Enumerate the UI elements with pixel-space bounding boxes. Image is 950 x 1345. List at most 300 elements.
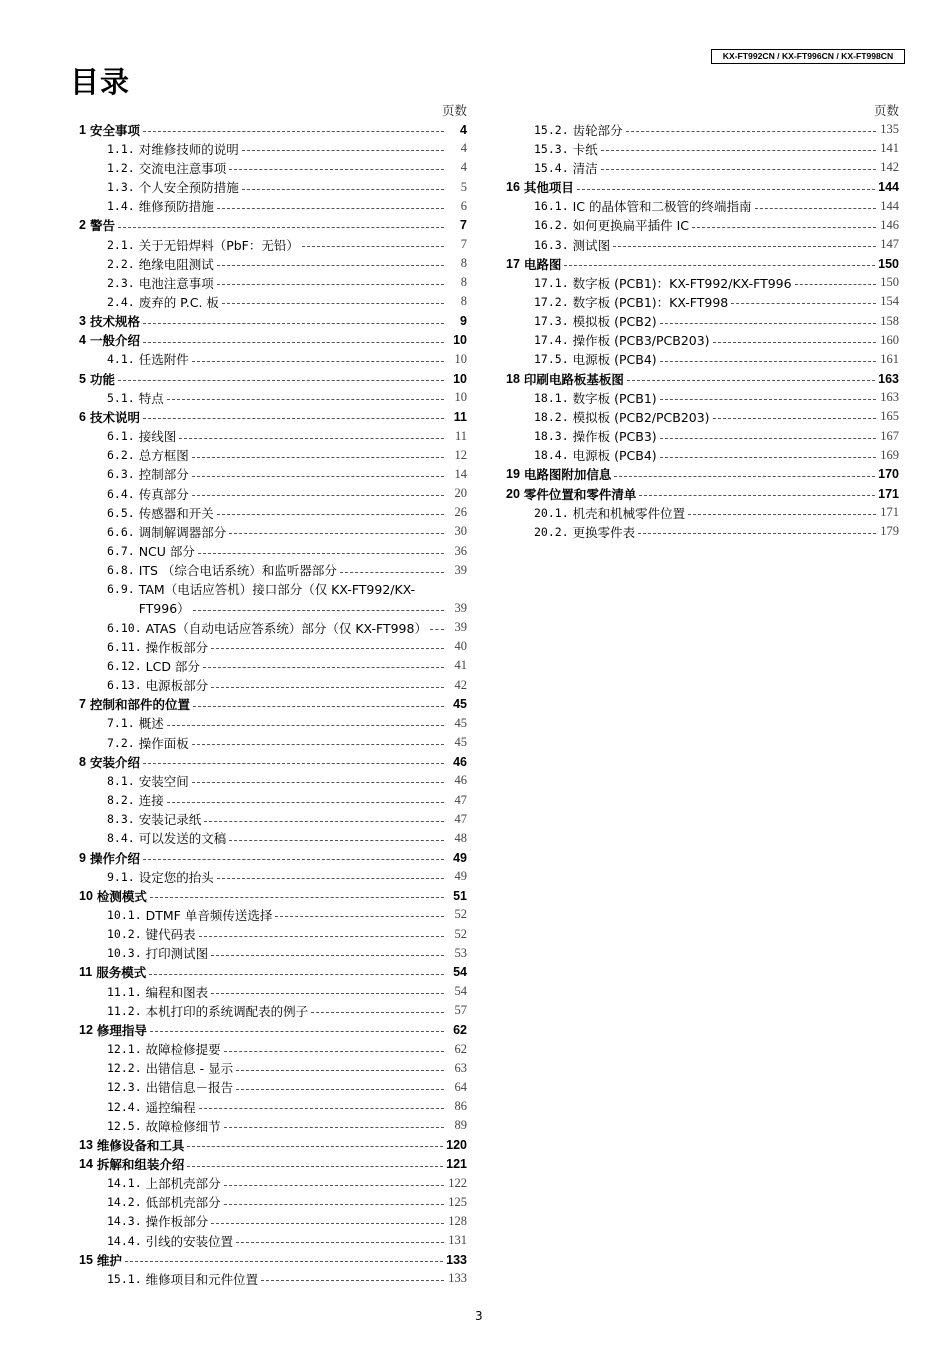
toc-section-entry[interactable]: [79, 1154, 467, 1173]
toc-entry-number: 5: [79, 371, 86, 386]
dot-leader: [430, 629, 444, 630]
toc-subsection-entry[interactable]: [79, 197, 467, 216]
toc-entry-number: 20.2.: [534, 524, 569, 539]
toc-entry-page: 52: [454, 926, 467, 941]
toc-entry-number: 6.4.: [107, 486, 135, 501]
toc-entry-number: 17.1.: [534, 275, 569, 290]
toc-entry-page: 179: [880, 524, 899, 539]
page-title: 目录: [70, 65, 131, 99]
toc-entry-number: 17.3.: [534, 314, 569, 329]
toc-subsection-entry[interactable]: [506, 216, 899, 235]
toc-entry-label: 上部机壳部分: [145, 1176, 221, 1192]
toc-subsection-entry[interactable]: [506, 120, 899, 139]
toc-subsection-entry[interactable]: [79, 541, 467, 560]
toc-entry-number: 12: [79, 1022, 93, 1037]
toc-entry-page: 45: [454, 715, 467, 730]
dot-leader: [211, 993, 444, 994]
toc-subsection-entry[interactable]: [79, 1174, 467, 1193]
toc-entry-page: 125: [448, 1194, 467, 1209]
toc-entry-label: 数字板 (PCB1)：KX-FT992/KX-FT996: [572, 275, 792, 291]
toc-entry-label: 模拟板 (PCB2/PCB203): [572, 409, 710, 425]
dot-leader: [795, 284, 876, 285]
dot-leader: [731, 303, 876, 304]
toc-entry-page: 8: [460, 294, 467, 309]
toc-subsection-entry[interactable]: [79, 905, 467, 924]
toc-section-entry[interactable]: [506, 465, 899, 484]
toc-entry-page: 7: [460, 218, 467, 233]
dot-leader: [261, 1280, 444, 1281]
toc-entry-label: 维修设备和工具: [96, 1137, 185, 1153]
toc-subsection-entry[interactable]: [506, 312, 899, 331]
toc-subsection-entry[interactable]: [79, 618, 467, 637]
dot-leader: [614, 476, 875, 477]
toc-entry-number: 15: [79, 1252, 93, 1267]
toc-section-entry[interactable]: [79, 848, 467, 867]
toc-subsection-entry[interactable]: [506, 273, 899, 292]
toc-entry-label: 操作介绍: [89, 850, 140, 866]
toc-entry-number: 16: [506, 180, 520, 195]
toc-subsection-entry[interactable]: [79, 1269, 467, 1288]
toc-subsection-entry[interactable]: [79, 925, 467, 944]
toc-entry-label: 维修预防措施: [138, 199, 214, 215]
toc-entry-page: 36: [454, 543, 467, 558]
dot-leader: [660, 399, 876, 400]
toc-entry-number: 7.2.: [107, 735, 135, 750]
toc-subsection-entry[interactable]: [79, 388, 467, 407]
dot-leader: [143, 323, 444, 324]
dot-leader: [229, 533, 444, 534]
dot-leader: [755, 208, 876, 209]
toc-entry-label: 故障检修细节: [145, 1118, 221, 1134]
toc-subsection-entry[interactable]: [506, 292, 899, 311]
toc-subsection-entry[interactable]: [79, 1212, 467, 1231]
toc-entry-label: 操作板 (PCB3/PCB203): [572, 333, 710, 349]
toc-entry-page: 62: [454, 1041, 467, 1056]
toc-entry-number: 5.1.: [107, 390, 135, 405]
dot-leader: [660, 438, 876, 439]
toc-subsection-entry[interactable]: [79, 733, 467, 752]
toc-left-rows: [79, 120, 467, 1289]
toc-entry-label: 一般介绍: [89, 333, 140, 349]
toc-subsection-entry[interactable]: [79, 829, 467, 848]
dot-leader: [222, 303, 444, 304]
toc-subsection-entry[interactable]: [506, 158, 899, 177]
toc-entry-label: ITS （综合电话系统）和监听器部分: [138, 563, 337, 579]
dot-leader: [311, 1012, 444, 1013]
toc-entry-label: 调制解调器部分: [138, 524, 227, 540]
toc-entry-label: 控制和部件的位置: [89, 697, 190, 713]
toc-section-entry[interactable]: [79, 886, 467, 905]
dot-leader: [236, 1242, 444, 1243]
dot-leader: [192, 495, 444, 496]
toc-subsection-entry[interactable]: [506, 427, 899, 446]
toc-entry-number: 18.1.: [534, 390, 569, 405]
toc-entry-label: 可以发送的文稿: [138, 831, 227, 847]
toc-subsection-entry[interactable]: [79, 656, 467, 675]
toc-entry-number: 6.12.: [107, 658, 142, 673]
toc-entry-page: 54: [454, 984, 467, 999]
dot-leader: [639, 495, 875, 496]
toc-entry-number: 10.1.: [107, 907, 142, 922]
toc-entry-page: 165: [880, 409, 899, 424]
toc-entry-label: DTMF 单音频传送选择: [145, 907, 273, 923]
toc-entry-number: 1.4.: [107, 199, 135, 214]
dot-leader: [242, 150, 444, 151]
toc-section-entry[interactable]: [79, 963, 467, 982]
toc-entry-number: 1: [79, 122, 86, 137]
toc-entry-page: 163: [880, 390, 899, 405]
dot-leader: [193, 706, 444, 707]
toc-entry-label: 本机打印的系统调配表的例子: [145, 1003, 309, 1019]
toc-entry-number: 14.3.: [107, 1214, 142, 1229]
toc-entry-number: 2: [79, 218, 86, 233]
dot-leader: [149, 974, 444, 975]
toc-entry-page: 144: [880, 198, 899, 213]
toc-entry-page: 30: [454, 524, 467, 539]
toc-entry-page: 63: [454, 1060, 467, 1075]
toc-subsection-entry[interactable]: [79, 599, 467, 618]
toc-entry-number: 15.4.: [534, 160, 569, 175]
toc-entry-page: 167: [880, 428, 899, 443]
toc-section-entry[interactable]: [79, 407, 467, 426]
toc-entry-label: 电源板 (PCB4): [572, 448, 657, 464]
toc-entry-page: 46: [454, 773, 467, 788]
toc-subsection-entry[interactable]: [79, 580, 467, 599]
toc-subsection-entry[interactable]: [79, 273, 467, 292]
toc-entry-number: 18.3.: [534, 429, 569, 444]
toc-subsection-entry[interactable]: [79, 1040, 467, 1059]
toc-entry-label: 总方框图: [138, 448, 189, 464]
dot-leader: [627, 380, 875, 381]
dot-leader: [211, 687, 444, 688]
toc-section-entry[interactable]: [79, 1250, 467, 1269]
toc-entry-page: 52: [454, 907, 467, 922]
toc-entry-number: 16.1.: [534, 199, 569, 214]
toc-entry-number: 6.6.: [107, 524, 135, 539]
toc-entry-page: 49: [453, 850, 467, 865]
toc-subsection-entry[interactable]: [79, 254, 467, 273]
toc-entry-number: 16.3.: [534, 237, 569, 252]
toc-entry-number: 6.9.: [107, 582, 135, 597]
dot-leader: [143, 418, 444, 419]
toc-subsection-entry[interactable]: [79, 292, 467, 311]
toc-subsection-entry[interactable]: [506, 407, 899, 426]
dot-leader: [229, 169, 444, 170]
toc-entry-number: 11.2.: [107, 1003, 142, 1018]
toc-subsection-entry[interactable]: [79, 465, 467, 484]
toc-entry-number: 8.4.: [107, 831, 135, 846]
toc-entry-label: 机壳和机械零件位置: [572, 505, 686, 521]
toc-entry-page: 45: [454, 735, 467, 750]
toc-entry-label: 数字板 (PCB1): [572, 390, 657, 406]
toc-subsection-entry[interactable]: [79, 139, 467, 158]
toc-entry-number: 14.2.: [107, 1195, 142, 1210]
toc-entry-page: 10: [453, 333, 467, 348]
toc-subsection-entry[interactable]: [79, 503, 467, 522]
toc-entry-page: 141: [880, 141, 899, 156]
toc-entry-number: 2.4.: [107, 294, 135, 309]
toc-subsection-entry[interactable]: [506, 503, 899, 522]
toc-subsection-entry[interactable]: [79, 1097, 467, 1116]
dot-leader: [167, 802, 444, 803]
toc-section-entry[interactable]: [506, 369, 899, 388]
toc-entry-label: 关于无铅焊料（PbF：无铅）: [138, 237, 299, 253]
toc-entry-number: 12.5.: [107, 1118, 142, 1133]
toc-entry-page: 128: [448, 1213, 467, 1228]
dot-leader: [211, 648, 444, 649]
toc-entry-label: 故障检修提要: [145, 1042, 221, 1058]
toc-subsection-entry[interactable]: [79, 637, 467, 656]
toc-entry-number: 6.7.: [107, 544, 135, 559]
dot-leader: [577, 189, 875, 190]
toc-entry-page: 11: [454, 428, 467, 443]
toc-entry-page: 48: [454, 830, 467, 845]
toc-entry-label: IC 的晶体管和二极管的终端指南: [572, 199, 752, 215]
toc-subsection-entry[interactable]: [79, 944, 467, 963]
dot-leader: [167, 399, 444, 400]
toc-entry-label: 操作板部分: [145, 1214, 209, 1230]
dot-leader: [217, 265, 444, 266]
toc-entry-number: 12.2.: [107, 1061, 142, 1076]
dot-leader: [143, 342, 444, 343]
toc-entry-number: 6.2.: [107, 448, 135, 463]
page-number: 3: [475, 1309, 483, 1323]
toc-entry-page: 122: [448, 1175, 467, 1190]
toc-entry-label: 个人安全预防措施: [138, 180, 239, 196]
toc-entry-label: 如何更换扁平插件 IC: [572, 218, 690, 234]
toc-section-entry[interactable]: [79, 1135, 467, 1154]
dot-leader: [187, 1146, 443, 1147]
toc-entry-page: 158: [880, 313, 899, 328]
toc-entry-label: 电源板部分: [145, 678, 209, 694]
toc-subsection-entry[interactable]: [506, 522, 899, 541]
toc-section-entry[interactable]: [79, 216, 467, 235]
toc-entry-number: 6.5.: [107, 505, 135, 520]
dot-leader: [688, 514, 876, 515]
toc-entry-number: 18: [506, 371, 520, 386]
toc-entry-label: NCU 部分: [138, 544, 195, 560]
dot-leader: [229, 840, 444, 841]
toc-entry-number: 7.1.: [107, 716, 135, 731]
dot-leader: [199, 936, 444, 937]
dot-leader: [192, 361, 444, 362]
toc-entry-label: 模拟板 (PCB2): [572, 314, 657, 330]
toc-subsection-entry[interactable]: [79, 982, 467, 1001]
toc-entry-label: 交流电注意事项: [138, 160, 227, 176]
toc-entry-number: 4.1.: [107, 352, 135, 367]
toc-subsection-entry[interactable]: [79, 561, 467, 580]
dot-leader: [660, 457, 876, 458]
toc-section-entry[interactable]: [79, 695, 467, 714]
toc-subsection-entry[interactable]: [79, 810, 467, 829]
toc-subsection-entry[interactable]: [79, 1231, 467, 1250]
dot-leader: [192, 457, 444, 458]
toc-subsection-entry[interactable]: [79, 1116, 467, 1135]
toc-subsection-entry[interactable]: [506, 446, 899, 465]
toc-section-entry[interactable]: [506, 254, 899, 273]
toc-entry-number: 1.1.: [107, 141, 135, 156]
toc-entry-number: 6.13.: [107, 678, 142, 693]
toc-entry-number: 14.4.: [107, 1233, 142, 1248]
toc-entry-page: 8: [460, 275, 467, 290]
toc-entry-page: 39: [454, 620, 467, 635]
dot-leader: [217, 878, 444, 879]
toc-entry-label: 传真部分: [138, 486, 189, 502]
dot-leader: [236, 1070, 444, 1071]
dot-leader: [150, 897, 444, 898]
toc-entry-label: 概述: [138, 716, 164, 732]
toc-entry-label: 连接: [138, 793, 164, 809]
toc-subsection-entry[interactable]: [506, 388, 899, 407]
toc-subsection-entry[interactable]: [79, 790, 467, 809]
toc-section-entry[interactable]: [79, 369, 467, 388]
toc-subsection-entry[interactable]: [79, 714, 467, 733]
toc-entry-number: 17.4.: [534, 333, 569, 348]
toc-subsection-entry[interactable]: [79, 158, 467, 177]
toc-entry-number: 6.8.: [107, 563, 135, 578]
toc-subsection-entry[interactable]: [79, 484, 467, 503]
toc-entry-number: 4: [79, 333, 86, 348]
dot-leader: [118, 380, 444, 381]
dot-leader: [224, 1127, 444, 1128]
toc-section-entry[interactable]: [79, 312, 467, 331]
toc-entry-label: 印刷电路板基板图: [523, 371, 624, 387]
toc-entry-page: 171: [880, 505, 899, 520]
toc-subsection-entry[interactable]: [506, 350, 899, 369]
dot-leader: [713, 418, 876, 419]
toc-entry-number: 6.11.: [107, 639, 142, 654]
toc-entry-number: 18.4.: [534, 448, 569, 463]
toc-entry-page: 47: [454, 792, 467, 807]
toc-subsection-entry[interactable]: [79, 1078, 467, 1097]
toc-entry-page: 62: [453, 1022, 467, 1037]
toc-entry-number: 7: [79, 697, 86, 712]
toc-entry-page: 51: [453, 888, 467, 903]
dot-leader: [217, 284, 444, 285]
toc-entry-page: 169: [880, 447, 899, 462]
toc-section-entry[interactable]: [79, 331, 467, 350]
toc-entry-number: 15.1.: [107, 1271, 142, 1286]
toc-entry-page: 53: [454, 945, 467, 960]
dot-leader: [204, 821, 444, 822]
toc-entry-number: 20: [506, 486, 520, 501]
toc-entry-page: 154: [880, 294, 899, 309]
toc-right-column: [506, 101, 899, 541]
toc-subsection-entry[interactable]: [79, 427, 467, 446]
dot-leader: [192, 476, 444, 477]
toc-entry-label: 低部机壳部分: [145, 1195, 221, 1211]
toc-entry-page: 133: [446, 1252, 467, 1267]
toc-left-column: [79, 101, 467, 1289]
toc-entry-page: 54: [453, 965, 467, 980]
toc-entry-number: 6: [79, 409, 86, 424]
toc-entry-number: 10: [79, 888, 93, 903]
toc-section-entry[interactable]: [79, 752, 467, 771]
toc-entry-number: 11: [79, 965, 93, 980]
toc-entry-label: 出错信息－报告: [145, 1080, 234, 1096]
toc-entry-label: 技术说明: [89, 409, 140, 425]
toc-section-entry[interactable]: [79, 120, 467, 139]
toc-entry-page: 42: [454, 677, 467, 692]
dot-leader: [340, 572, 444, 573]
toc-entry-number: 8.3.: [107, 812, 135, 827]
toc-entry-label: 任选附件: [138, 352, 189, 368]
toc-entry-label: 电路图附加信息: [523, 467, 612, 483]
dot-leader: [143, 131, 444, 132]
toc-entry-number: 9.1.: [107, 869, 135, 884]
dot-leader: [224, 1185, 444, 1186]
toc-entry-page: 163: [878, 371, 899, 386]
toc-entry-page: 45: [453, 697, 467, 712]
dot-leader: [217, 208, 444, 209]
toc-subsection-entry[interactable]: [79, 235, 467, 254]
toc-subsection-entry[interactable]: [79, 676, 467, 695]
toc-entry-label: 对维修技师的说明: [138, 141, 239, 157]
toc-entry-label: 修理指导: [96, 1022, 147, 1038]
toc-subsection-entry[interactable]: [79, 1059, 467, 1078]
toc-entry-page: 160: [880, 332, 899, 347]
dot-leader: [660, 323, 876, 324]
toc-entry-label: 设定您的抬头: [138, 869, 214, 885]
toc-section-entry[interactable]: [79, 1020, 467, 1039]
toc-subsection-entry[interactable]: [506, 331, 899, 350]
toc-entry-label: 齿轮部分: [572, 122, 623, 138]
toc-subsection-entry[interactable]: [79, 350, 467, 369]
toc-entry-page: 8: [460, 256, 467, 271]
toc-entry-number: 17.5.: [534, 352, 569, 367]
toc-subsection-entry[interactable]: [506, 235, 899, 254]
toc-entry-number: 13: [79, 1137, 93, 1152]
dot-leader: [242, 189, 444, 190]
toc-entry-page: 135: [880, 122, 899, 137]
toc-entry-label: 维修项目和元件位置: [145, 1271, 259, 1287]
toc-entry-label: 电池注意事项: [138, 275, 214, 291]
toc-entry-label: 键代码表: [145, 927, 196, 943]
toc-section-entry[interactable]: [506, 484, 899, 503]
toc-entry-label: 打印测试图: [145, 946, 209, 962]
toc-entry-label: 操作板部分: [145, 639, 209, 655]
toc-entry-number: 6.1.: [107, 429, 135, 444]
toc-subsection-entry[interactable]: [79, 1193, 467, 1212]
toc-entry-label: 传感器和开关: [138, 505, 214, 521]
toc-entry-label: 出错信息 - 显示: [145, 1061, 234, 1077]
toc-subsection-entry[interactable]: [79, 446, 467, 465]
toc-subsection-entry[interactable]: [506, 139, 899, 158]
toc-subsection-entry[interactable]: [79, 771, 467, 790]
toc-entry-label: 其他项目: [523, 180, 574, 196]
toc-subsection-entry[interactable]: [506, 197, 899, 216]
toc-entry-label: LCD 部分: [145, 658, 200, 674]
toc-entry-page: 40: [454, 639, 467, 654]
toc-entry-label: 特点: [138, 390, 164, 406]
toc-entry-label: 操作面板: [138, 735, 189, 751]
toc-entry-number: 18.2.: [534, 409, 569, 424]
toc-entry-page: 150: [880, 275, 899, 290]
toc-entry-number: 3: [79, 314, 86, 329]
dot-leader: [224, 1204, 444, 1205]
toc-subsection-entry[interactable]: [79, 177, 467, 196]
toc-entry-label: 编程和图表: [145, 984, 209, 1000]
toc-subsection-entry[interactable]: [79, 867, 467, 886]
dot-leader: [193, 610, 444, 611]
toc-entry-label: 接线图: [138, 429, 177, 445]
toc-section-entry[interactable]: [506, 177, 899, 196]
toc-entry-label: 安装记录纸: [138, 812, 202, 828]
toc-subsection-entry[interactable]: [79, 522, 467, 541]
dot-leader: [601, 150, 876, 151]
toc-subsection-entry[interactable]: [79, 1001, 467, 1020]
toc-entry-label: 清洁: [572, 160, 598, 176]
